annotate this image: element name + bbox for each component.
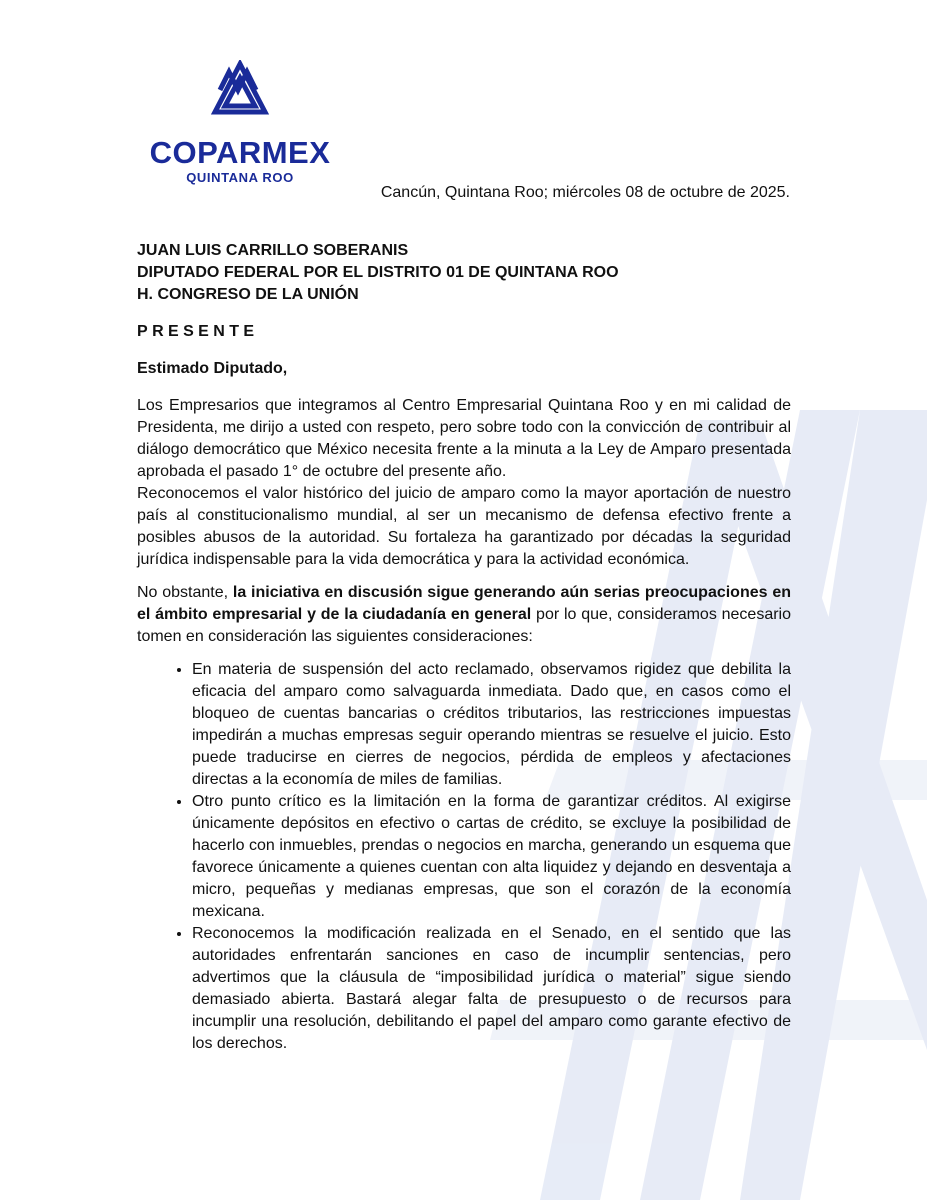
date-line: Cancún, Quintana Roo; miércoles 08 de octubre de 2025. — [380, 184, 790, 201]
presente-heading: PRESENTE — [137, 323, 259, 340]
addressee-line: DIPUTADO FEDERAL POR EL DISTRITO 01 DE QUINTANA ROO — [137, 264, 619, 281]
list-item: • Otro punto crítico es la limitación en la forma de garantizar créditos. Al exigirse únicamente depósitos en efectivo o cartas de crédito, se excluye la posibilidad de hacerlo con inmuebles, prendas o negocios en marcha, generando un esquema que favorece únicamente a quienes cuentan con alta liquidez y dejando en desventaja a micro, pequeñas y medianas empresas, que son el corazón de la economía mexicana. — [192, 791, 791, 923]
concerns-list — [137, 659, 791, 1055]
logo-region: QUINTANA ROO — [186, 170, 294, 185]
paragraph-concerns — [137, 582, 791, 648]
coparmex-logo — [145, 60, 335, 190]
addressee-line: JUAN LUIS CARRILLO SOBERANIS — [137, 242, 409, 259]
logo-name: COPARMEX — [149, 135, 331, 170]
addressee-block — [137, 240, 791, 306]
salutation: Estimado Diputado, — [137, 360, 288, 377]
paragraph-concerns-lead: No obstante, — [137, 584, 233, 601]
addressee-line: H. CONGRESO DE LA UNIÓN — [137, 286, 359, 303]
paragraph-intro: Los Empresarios que integramos al Centro Empresarial Quintana Roo y en mi calidad de Presidenta, me dirijo a usted con respeto, pero sobre todo con la convicción de contribuir al diálogo democrático que México necesita frente a la minuta a la Ley de Amparo presentada aprobada el pasado 1° de octubre del presente año. — [137, 397, 791, 480]
list-item: • En materia de suspensión del acto reclamado, observamos rigidez que debilita la eficacia del amparo como salvaguarda inmediata. Dado que, en casos como el bloqueo de cuentas bancarias o créditos tributarios, las restricciones impuestas impedirán a muchas empresas seguir operando mientras se resuelve el juicio. Esto puede traducirse en cierres de negocios, pérdida de empleos y afectaciones directas a la economía de miles de familias. — [192, 659, 791, 791]
list-item: • Reconocemos la modificación realizada en el Senado, en el sentido que las autoridades enfrentarán sanciones en caso de incumplir sentencias, pero advertimos que la cláusula de “imposibilidad jurídica o material” sigue siendo demasiado abierta. Bastará alegar falta de presupuesto o de recursos para incumplir una resolución, debilitando el papel del amparo como garante efectivo de los derechos. — [192, 923, 791, 1055]
letter-body — [137, 240, 791, 1055]
paragraph-recognition: Reconocemos el valor histórico del juicio de amparo como la mayor aportación de nuestro país al constitucionalismo mundial, al ser un mecanismo de defensa efectivo frente a posibles abusos de la autoridad. Su fortaleza ha garantizado por décadas la seguridad jurídica indispensable para la vida democrática y para la actividad económica. — [137, 485, 791, 568]
paragraph-concerns-bold: la iniciativa en discusión sigue generando aún serias preocupaciones en el ámbito empresarial y de la ciudadanía en general — [137, 584, 792, 623]
coparmex-triangles-logo-icon — [207, 60, 273, 116]
paragraph-concerns-rest: por lo que, consideramos necesario tomen en consideración las siguientes consideraciones: — [137, 606, 792, 645]
